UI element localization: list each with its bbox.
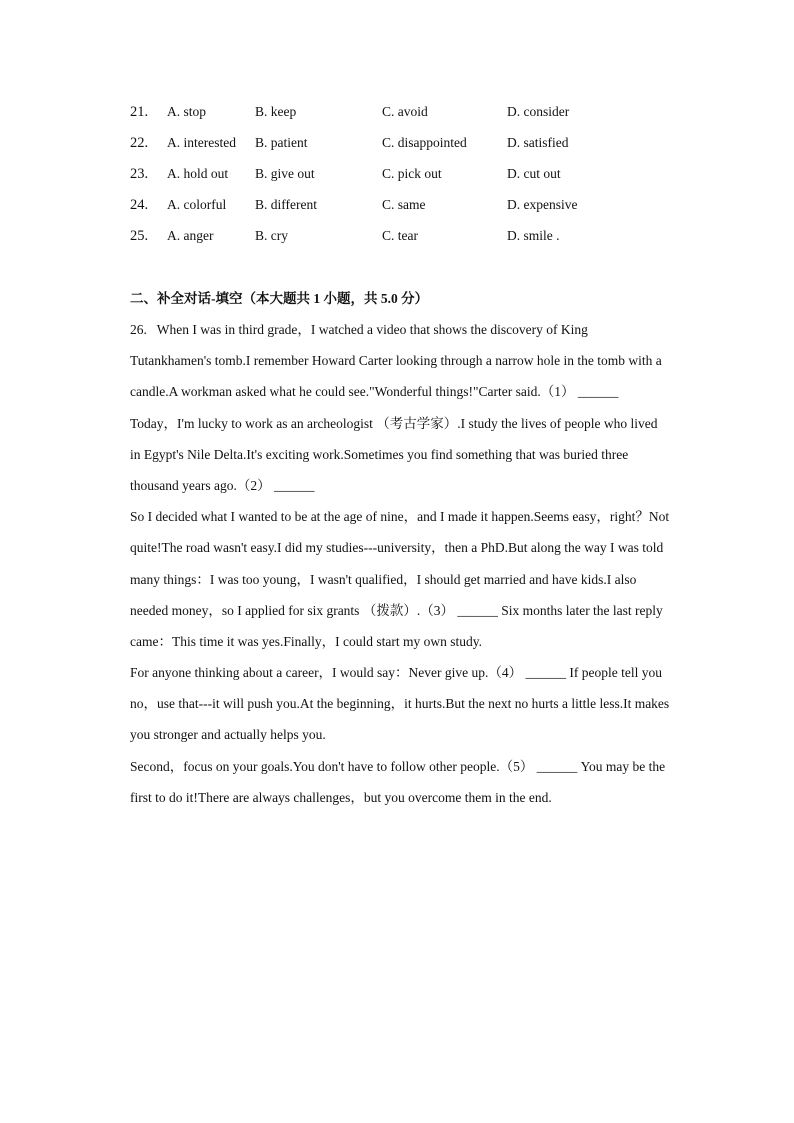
option-a: A. stop [167,104,207,119]
passage-line-text: needed money，so I applied for six grants （拨款）.（3） ______ Six months later the last reply [130,602,663,618]
passage-line [130,473,695,504]
question-21-options [130,100,710,131]
passage-line [130,442,695,473]
passage-line-text: first to do it!There are always challenges，but you overcome them in the end. [130,789,552,805]
passage-line-text: For anyone thinking about a career，I would say：Never give up.（4） ______ If people tell you [130,665,662,681]
question-24-options [130,193,710,224]
question-number: 22. [130,135,149,151]
question-25-options [130,224,710,255]
passage-line-text: 26. When I was in third grade，I watched a video that shows the discovery of King [130,322,588,337]
passage-line [130,722,695,753]
passage-text [130,317,695,816]
option-d: D. cut out [507,166,561,181]
question-number: 25. [130,228,149,244]
passage-line-text: Second，focus on your goals.You don't have to follow other people.（5） ______ You may be the [130,758,666,774]
option-c: C. avoid [382,104,428,119]
passage-line [130,629,695,660]
question-number: 23. [130,166,149,182]
passage-line-text: quite!The road wasn't easy.I did my studies---university，then a PhD.But along the way I was told [130,540,664,556]
option-d: D. expensive [507,197,578,212]
option-c: C. disappointed [382,135,467,150]
section-heading: 二、补全对话-填空（本大题共 1 小题，共 5.0 分） [130,291,429,306]
option-c: C. same [382,197,426,212]
passage-line-text: Tutankhamen's tomb.I remember Howard Carter looking through a narrow hole in the tomb with a [130,353,662,369]
passage-line-text: you stronger and actually helps you. [130,727,326,743]
passage-line-text: no，use that---it will push you.At the beginning，it hurts.But the next no hurts a little less.It makes [130,696,670,712]
option-a: A. anger [167,228,214,243]
option-a: A. colorful [167,197,227,212]
answer-options [130,100,710,255]
question-23-options [130,162,710,193]
passage-line [130,567,695,598]
passage-line [130,660,695,691]
passage-line-text: came：This time it was yes.Finally，I could start my own study. [130,633,482,649]
question-number: 24. [130,197,149,213]
passage-line [130,785,695,816]
passage-line [130,754,695,785]
passage-line [130,317,695,348]
passage-line-text: So I decided what I wanted to be at the age of nine，and I made it happen.Seems easy，right？Not [130,509,670,525]
option-d: D. satisfied [507,135,569,150]
option-b: B. give out [255,166,315,181]
option-b: B. patient [255,135,308,150]
option-d: D. consider [507,104,570,119]
option-c: C. pick out [382,166,442,181]
option-a: A. interested [167,135,236,150]
passage-line [130,348,695,379]
passage-line [130,411,695,442]
option-c: C. tear [382,228,418,243]
passage-line [130,379,695,410]
option-d: D. smile . [507,228,560,243]
passage-line [130,504,695,535]
passage-line-text: thousand years ago.（2） ______ [130,477,315,493]
option-b: B. different [255,197,317,212]
question-22-options [130,131,710,162]
passage-line [130,691,695,722]
option-a: A. hold out [167,166,229,181]
passage-line-text: candle.A workman asked what he could see."Wonderful things!"Carter said.（1） ______ [130,384,619,400]
option-b: B. cry [255,228,288,243]
passage-line-text: Today，I'm lucky to work as an archeologist （考古学家）.I study the lives of people who lived [130,415,658,431]
passage-line-text: many things：I was too young，I wasn't qualified，I should get married and have kids.I also [130,571,637,587]
passage-line [130,598,695,629]
passage-line-text: in Egypt's Nile Delta.It's exciting work.Sometimes you find something that was buried three [130,446,629,462]
option-b: B. keep [255,104,297,119]
question-number: 21. [130,104,149,120]
passage-line [130,535,695,566]
